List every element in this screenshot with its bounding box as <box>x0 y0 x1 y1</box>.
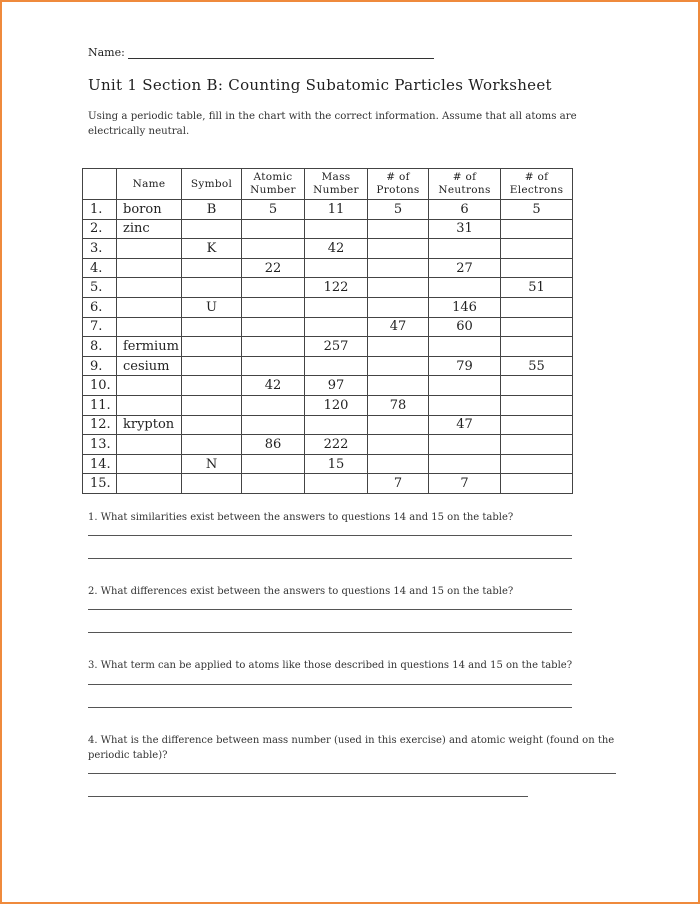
table-cell[interactable]: 97 <box>305 376 368 396</box>
table-row <box>83 356 573 376</box>
column-header: Mass Number <box>305 169 368 200</box>
table-cell[interactable]: 7 <box>429 474 501 494</box>
table-cell[interactable]: 42 <box>305 239 368 259</box>
instructions-text: Using a periodic table, fill in the chart with the correct information. Assume that all atoms are electrically neutral. <box>88 111 577 137</box>
table-cell[interactable] <box>368 278 429 298</box>
table-cell[interactable] <box>501 297 573 317</box>
column-header: Symbol <box>182 169 242 200</box>
answer-line[interactable] <box>88 707 572 708</box>
table-cell[interactable] <box>182 258 242 278</box>
table-cell[interactable] <box>429 376 501 396</box>
table-cell[interactable] <box>305 297 368 317</box>
row-number: 6. <box>83 297 117 317</box>
table-cell[interactable]: 146 <box>429 297 501 317</box>
row-number: 1. <box>83 200 117 220</box>
table-row <box>83 239 573 259</box>
row-number: 4. <box>83 258 117 278</box>
table-row <box>83 337 573 357</box>
column-header: # of Protons <box>368 169 429 200</box>
row-number: 10. <box>83 376 117 396</box>
table-cell[interactable]: 22 <box>242 258 305 278</box>
table-cell[interactable] <box>117 474 182 494</box>
table-row <box>83 317 573 337</box>
table-cell[interactable] <box>368 454 429 474</box>
table-row <box>83 395 573 415</box>
question-4: 4. What is the difference between mass number (used in this exercise) and atomic weight (found on the periodic table)? <box>88 735 615 761</box>
table-cell[interactable] <box>429 337 501 357</box>
answer-line[interactable] <box>88 684 572 685</box>
table-cell[interactable] <box>368 356 429 376</box>
table-cell[interactable] <box>182 278 242 298</box>
table-cell[interactable] <box>242 239 305 259</box>
row-number: 14. <box>83 454 117 474</box>
table-cell[interactable]: 27 <box>429 258 501 278</box>
table-row <box>83 200 573 220</box>
table-cell[interactable]: K <box>182 239 242 259</box>
table-cell[interactable]: U <box>182 297 242 317</box>
table-cell[interactable] <box>117 258 182 278</box>
table-cell[interactable] <box>182 337 242 357</box>
row-number: 5. <box>83 278 117 298</box>
table-cell[interactable]: 7 <box>368 474 429 494</box>
table-row <box>83 454 573 474</box>
table-cell[interactable]: B <box>182 200 242 220</box>
row-number: 7. <box>83 317 117 337</box>
table-cell[interactable] <box>429 278 501 298</box>
table-cell[interactable]: 122 <box>305 278 368 298</box>
table-cell[interactable] <box>429 239 501 259</box>
table-cell[interactable] <box>368 376 429 396</box>
table-cell[interactable] <box>242 474 305 494</box>
table-cell[interactable] <box>305 474 368 494</box>
table-cell[interactable] <box>305 356 368 376</box>
table-cell[interactable] <box>501 454 573 474</box>
table-cell[interactable]: 5 <box>368 200 429 220</box>
table-cell[interactable] <box>182 317 242 337</box>
table-row <box>83 376 573 396</box>
table-cell[interactable] <box>501 219 573 239</box>
row-number: 15. <box>83 474 117 494</box>
table-cell[interactable]: N <box>182 454 242 474</box>
table-cell[interactable] <box>368 219 429 239</box>
question-2: 2. What differences exist between the answers to questions 14 and 15 on the table? <box>88 586 514 597</box>
table-cell[interactable]: 5 <box>242 200 305 220</box>
table-cell[interactable] <box>501 474 573 494</box>
table-cell[interactable]: 6 <box>429 200 501 220</box>
table-cell[interactable]: 55 <box>501 356 573 376</box>
table-cell[interactable] <box>368 258 429 278</box>
table-cell[interactable] <box>368 415 429 435</box>
table-cell[interactable] <box>182 356 242 376</box>
table-cell[interactable] <box>182 219 242 239</box>
table-cell[interactable] <box>429 395 501 415</box>
table-cell[interactable] <box>182 376 242 396</box>
table-cell[interactable] <box>368 297 429 317</box>
question-3: 3. What term can be applied to atoms like those described in questions 14 and 15 on the table? <box>88 660 573 671</box>
answer-line[interactable] <box>88 535 572 536</box>
table-cell[interactable] <box>501 239 573 259</box>
table-row <box>83 258 573 278</box>
table-cell[interactable] <box>242 395 305 415</box>
table-cell[interactable] <box>182 474 242 494</box>
answer-line[interactable] <box>88 796 528 797</box>
table-cell[interactable]: 79 <box>429 356 501 376</box>
column-header: # of Neutrons <box>429 169 501 200</box>
table-cell[interactable] <box>242 278 305 298</box>
table-cell[interactable]: 257 <box>305 337 368 357</box>
answer-line[interactable] <box>88 632 572 633</box>
table-cell[interactable]: fermium <box>117 337 182 357</box>
answer-line[interactable] <box>88 558 572 559</box>
table-cell[interactable]: 31 <box>429 219 501 239</box>
row-number: 3. <box>83 239 117 259</box>
name-field[interactable] <box>88 46 434 59</box>
table-cell[interactable]: 42 <box>242 376 305 396</box>
table-cell[interactable]: boron <box>117 200 182 220</box>
table-cell[interactable] <box>242 415 305 435</box>
table-cell[interactable] <box>242 337 305 357</box>
table-cell[interactable]: cesium <box>117 356 182 376</box>
row-number: 13. <box>83 435 117 455</box>
table-row <box>83 278 573 298</box>
table-cell[interactable] <box>501 395 573 415</box>
table-cell[interactable] <box>182 435 242 455</box>
row-number: 11. <box>83 395 117 415</box>
table-header-row <box>83 169 573 200</box>
table-row <box>83 415 573 435</box>
table-cell[interactable]: 47 <box>368 317 429 337</box>
table-row <box>83 297 573 317</box>
table-cell[interactable] <box>305 258 368 278</box>
row-number: 12. <box>83 415 117 435</box>
table-row <box>83 474 573 494</box>
particles-table <box>82 168 573 494</box>
table-cell[interactable]: zinc <box>117 219 182 239</box>
worksheet-title: Unit 1 Section B: Counting Subatomic Particles Worksheet <box>88 76 552 94</box>
table-cell[interactable] <box>117 376 182 396</box>
table-cell[interactable] <box>368 239 429 259</box>
table-cell[interactable]: 60 <box>429 317 501 337</box>
column-header <box>83 169 117 200</box>
table-cell[interactable]: krypton <box>117 415 182 435</box>
table-cell[interactable] <box>182 395 242 415</box>
table-cell[interactable] <box>117 278 182 298</box>
table-cell[interactable] <box>305 317 368 337</box>
row-number: 8. <box>83 337 117 357</box>
table-cell[interactable] <box>242 454 305 474</box>
table-row <box>83 435 573 455</box>
table-cell[interactable]: 78 <box>368 395 429 415</box>
table-cell[interactable]: 11 <box>305 200 368 220</box>
table-cell[interactable]: 222 <box>305 435 368 455</box>
table-cell[interactable] <box>117 435 182 455</box>
table-cell[interactable] <box>429 435 501 455</box>
table-cell[interactable]: 5 <box>501 200 573 220</box>
column-header: # of Electrons <box>501 169 573 200</box>
column-header: Name <box>117 169 182 200</box>
table-cell[interactable] <box>429 454 501 474</box>
table-cell[interactable] <box>117 395 182 415</box>
row-number: 2. <box>83 219 117 239</box>
table-cell[interactable] <box>242 317 305 337</box>
table-cell[interactable] <box>242 219 305 239</box>
table-cell[interactable] <box>242 356 305 376</box>
table-cell[interactable]: 47 <box>429 415 501 435</box>
name-label: Name: <box>88 46 125 59</box>
answer-line[interactable] <box>88 609 572 610</box>
table-cell[interactable]: 15 <box>305 454 368 474</box>
table-cell[interactable] <box>501 435 573 455</box>
table-cell[interactable] <box>305 415 368 435</box>
question-1: 1. What similarities exist between the answers to questions 14 and 15 on the table? <box>88 512 514 523</box>
table-cell[interactable] <box>501 415 573 435</box>
table-cell[interactable] <box>117 317 182 337</box>
table-cell[interactable]: 51 <box>501 278 573 298</box>
table-cell[interactable]: 120 <box>305 395 368 415</box>
table-cell[interactable] <box>501 337 573 357</box>
answer-line[interactable] <box>88 773 616 774</box>
table-cell[interactable] <box>501 317 573 337</box>
table-cell[interactable] <box>501 258 573 278</box>
table-cell[interactable] <box>117 297 182 317</box>
name-blank[interactable] <box>128 47 434 59</box>
table-body <box>83 200 573 494</box>
table-cell[interactable] <box>182 415 242 435</box>
table-cell[interactable] <box>368 337 429 357</box>
column-header: Atomic Number <box>242 169 305 200</box>
table-cell[interactable]: 86 <box>242 435 305 455</box>
table-row <box>83 219 573 239</box>
table-cell[interactable] <box>242 297 305 317</box>
table-cell[interactable] <box>117 454 182 474</box>
table-cell[interactable] <box>501 376 573 396</box>
table-cell[interactable] <box>368 435 429 455</box>
table-cell[interactable] <box>305 219 368 239</box>
row-number: 9. <box>83 356 117 376</box>
table-cell[interactable] <box>117 239 182 259</box>
